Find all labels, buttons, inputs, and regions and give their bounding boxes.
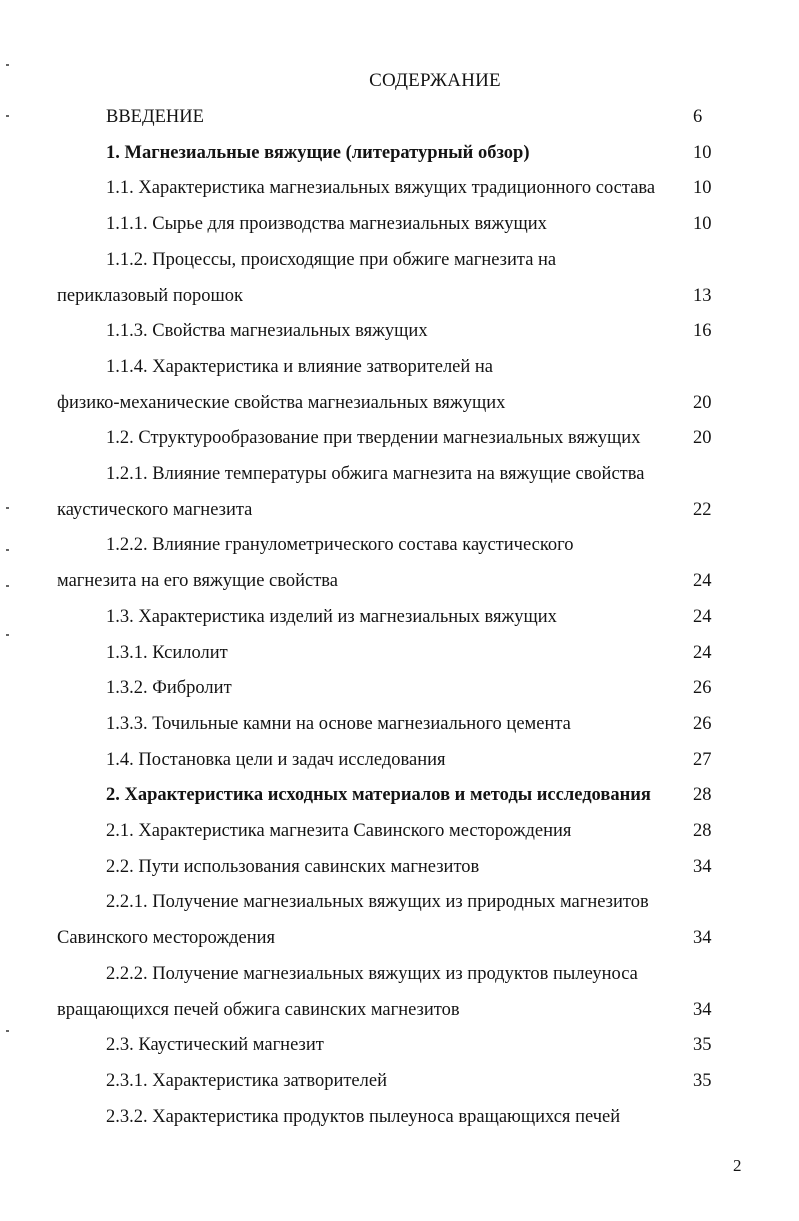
toc-entry-page: 34	[693, 928, 712, 949]
toc-entry-page: 20	[693, 428, 712, 449]
toc-entry-page: 26	[693, 678, 712, 699]
toc-entry-title: 1.3.3. Точильные камни на основе магнезиального цемента	[106, 713, 571, 734]
toc-entry	[0, 850, 799, 886]
toc-entry	[0, 600, 799, 636]
toc-entry-page: 10	[693, 178, 712, 199]
toc-entry-title: 1.4. Постановка цели и задач исследования	[106, 749, 446, 770]
toc-entry-title: 2.2. Пути использования савинских магнезитов	[106, 856, 480, 877]
toc-entry-page: 20	[693, 392, 712, 413]
toc-entry-page: 24	[693, 642, 712, 663]
toc-entry	[0, 1064, 799, 1100]
toc-entry-title: 1.2.1. Влияние температуры обжига магнезита на вяжущие свойства	[106, 464, 645, 484]
toc-entry	[0, 564, 799, 600]
toc-entry-title: магнезита на его вяжущие свойства	[57, 571, 339, 592]
scan-speck	[6, 585, 9, 587]
toc-entry	[0, 243, 799, 279]
toc-entry-page: 35	[693, 1035, 712, 1056]
toc-entry	[0, 528, 799, 564]
toc-entry	[0, 993, 799, 1029]
toc-entry-title: ВВЕДЕНИЕ	[106, 107, 204, 127]
scan-speck	[6, 64, 9, 66]
toc-entry-page: 28	[693, 785, 712, 806]
toc-entry-title: 2.3.1. Характеристика затворителей	[106, 1070, 387, 1091]
toc-entry	[0, 171, 799, 207]
toc-entry-page: 6	[693, 107, 703, 127]
toc-entry	[0, 743, 799, 779]
page-number: 2	[733, 1156, 742, 1175]
toc-entry-title: 1.2. Структурообразование при твердении магнезиальных вяжущих	[106, 428, 641, 449]
toc-entry-title: 2.3.2. Характеристика продуктов пылеуноса вращающихся печей	[106, 1106, 621, 1127]
toc-entry	[0, 279, 799, 315]
toc-entry-page: 10	[693, 214, 712, 235]
toc-entry-page: 27	[693, 749, 712, 770]
toc-entry-title: 1.1.3. Свойства магнезиальных вяжущих	[106, 321, 428, 342]
toc-entry-title: 2.3. Каустический магнезит	[106, 1035, 324, 1056]
toc-entry	[0, 386, 799, 422]
toc-entry-page: 13	[693, 285, 712, 306]
toc-entry	[0, 707, 799, 743]
toc-entry	[0, 671, 799, 707]
scan-speck	[6, 549, 9, 551]
toc-entry-page: 28	[693, 821, 712, 841]
toc-entry-page: 24	[693, 606, 712, 627]
toc-entry-page: 24	[693, 571, 712, 592]
toc-entry	[0, 314, 799, 350]
toc-entry-title: 2.2.2. Получение магнезиальных вяжущих из продуктов пылеуноса	[106, 963, 638, 984]
toc-entry	[0, 1100, 799, 1136]
scan-speck	[6, 634, 9, 636]
toc-entry-title: 1.3. Характеристика изделий из магнезиальных вяжущих	[106, 606, 557, 627]
scan-speck	[6, 115, 9, 117]
toc-entry	[0, 1028, 799, 1064]
toc-entry-page: 16	[693, 321, 712, 342]
toc-entry	[0, 814, 799, 850]
toc-entry-title: 2.1. Характеристика магнезита Савинского месторождения	[106, 821, 572, 841]
toc-entry	[0, 921, 799, 957]
toc-entry	[0, 885, 799, 921]
toc-entry-title: вращающихся печей обжига савинских магнезитов	[57, 999, 460, 1020]
toc-entry-page: 35	[693, 1070, 712, 1091]
toc-entry-title: 1.3.2. Фибролит	[106, 678, 232, 699]
toc-entry-title: Савинского месторождения	[57, 928, 276, 949]
toc-entry-title: каустического магнезита	[57, 499, 253, 520]
toc-entry	[0, 778, 799, 814]
toc-entry-title: физико-механические свойства магнезиальных вяжущих	[57, 392, 506, 413]
toc-entry	[0, 457, 799, 493]
toc-entry-title: 1.1.1. Сырье для производства магнезиальных вяжущих	[106, 214, 547, 235]
toc-entry-title: 1.1. Характеристика магнезиальных вяжущих традиционного состава	[106, 178, 656, 199]
toc-entry-title: 2.2.1. Получение магнезиальных вяжущих из природных магнезитов	[106, 892, 649, 913]
toc-entry-title: 1.1.4. Характеристика и влияние затворителей на	[106, 356, 494, 377]
toc-entry	[0, 957, 799, 993]
toc-entry	[0, 350, 799, 386]
toc-entry-title: 1.1.2. Процессы, происходящие при обжиге магнезита на	[106, 249, 557, 270]
toc-entry-page: 34	[693, 999, 712, 1020]
toc-entry-page: 26	[693, 713, 712, 734]
toc-entry	[0, 493, 799, 529]
toc-entry-page: 34	[693, 856, 712, 877]
toc-entry	[0, 100, 799, 136]
toc-entry-page: 10	[693, 142, 712, 163]
toc-entry	[0, 136, 799, 172]
toc-entry	[0, 636, 799, 672]
scan-speck	[6, 507, 9, 509]
toc-entry-title: 1. Магнезиальные вяжущие (литературный обзор)	[106, 142, 530, 163]
toc-entry-page: 22	[693, 499, 712, 520]
toc-entry-title: 1.2.2. Влияние гранулометрического состава каустического	[106, 535, 574, 556]
toc-title: СОДЕРЖАНИЕ	[369, 70, 501, 91]
scan-speck	[6, 1030, 9, 1032]
toc-entry-title: 1.3.1. Ксилолит	[106, 642, 228, 663]
toc-entry-title: периклазовый порошок	[57, 285, 243, 306]
toc-entry	[0, 421, 799, 457]
toc-entry-title: 2. Характеристика исходных материалов и методы исследования	[106, 785, 651, 806]
toc-entry	[0, 207, 799, 243]
